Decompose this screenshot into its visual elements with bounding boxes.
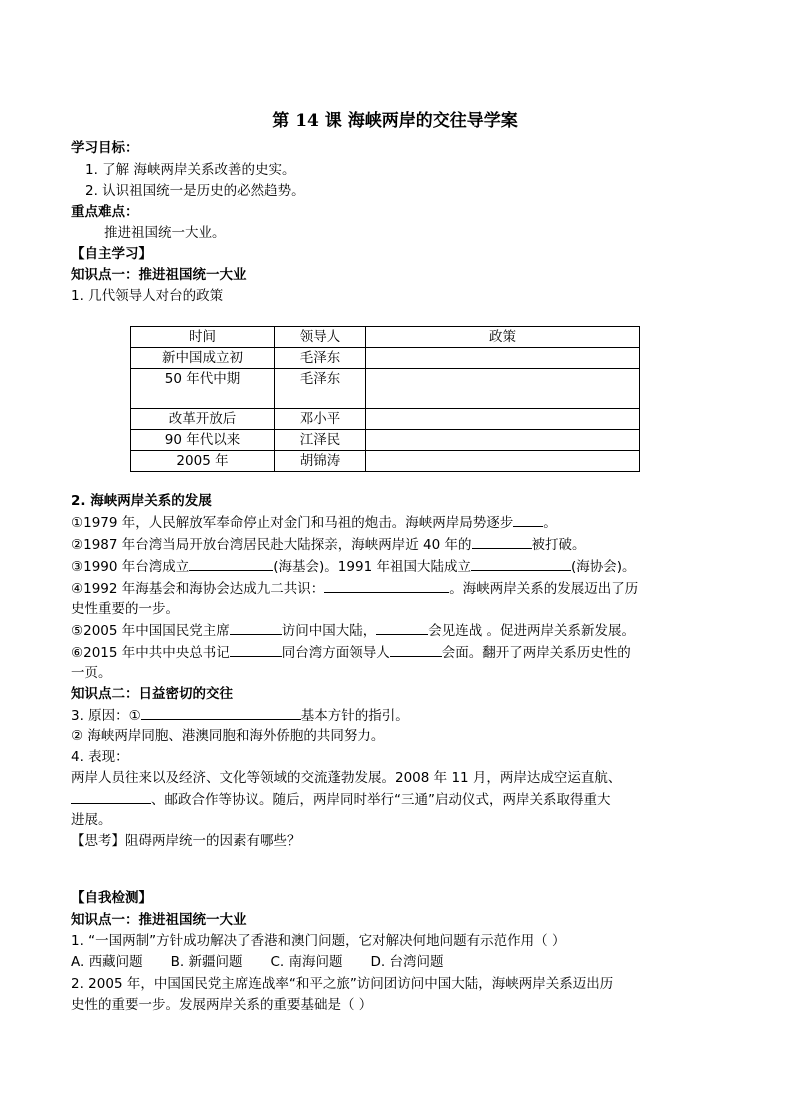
policy-question: 1. 几代领导人对台的政策: [71, 288, 224, 304]
goals-heading: 学习目标：: [71, 140, 139, 156]
dev-text: 。: [543, 515, 557, 531]
dev-text: 会见连战 。促进两岸关系新发展。: [428, 623, 636, 639]
think-question: 【思考】阻碍两岸统一的因素有哪些？: [71, 833, 301, 849]
cell-leader: 毛泽东: [275, 348, 366, 369]
dev-text: 会面。翻开了两岸关系历史性的: [441, 645, 631, 661]
development-line-5: 史性重要的一步。: [71, 601, 179, 617]
dev-text: ①1979 年，人民解放军奉命停止对金门和马祖的炮击。海峡两岸局势逐步: [71, 515, 514, 531]
performance-line-3: 进展。: [71, 812, 112, 828]
option-a[interactable]: A. 西藏问题: [71, 954, 143, 970]
header-time: 时间: [131, 327, 275, 348]
reason-text: 基本方针的指引。: [300, 708, 409, 724]
option-b[interactable]: B. 新疆问题: [170, 954, 243, 970]
fill-blank[interactable]: [141, 705, 301, 720]
development-line-1: [71, 512, 557, 533]
performance-heading: 4. 表现：: [71, 749, 129, 765]
cell-leader: 毛泽东: [275, 369, 366, 409]
key-heading: 重点难点：: [71, 204, 139, 220]
reason-line-1: [71, 705, 409, 726]
dev-text: ④1992 年海基会和海协会达成九二共识：: [71, 581, 325, 597]
self-study-heading: 【自主学习】: [71, 246, 152, 262]
development-line-2: [71, 534, 586, 555]
self-test-heading: 【自我检测】: [71, 890, 152, 906]
fill-blank[interactable]: [376, 620, 428, 635]
cell-time: 新中国成立初: [131, 348, 275, 369]
cell-policy[interactable]: [366, 369, 640, 409]
fill-blank[interactable]: [71, 789, 151, 804]
knowledge-point-2-title: 知识点二：日益密切的交往: [71, 686, 233, 702]
fill-blank[interactable]: [472, 534, 532, 549]
cell-time: 50 年代中期: [131, 369, 275, 409]
dev-text: (海基会)。1991 年祖国大陆成立: [273, 559, 471, 575]
cell-policy[interactable]: [366, 430, 640, 451]
option-d[interactable]: D. 台湾问题: [370, 954, 444, 970]
option-c[interactable]: C. 南海问题: [270, 954, 343, 970]
performance-line-2: [71, 789, 611, 810]
cell-time: 2005 年: [131, 451, 275, 472]
question-1: 1. “一国两制”方针成功解决了香港和澳门问题，它对解决何地问题有示范作用（ ）: [71, 933, 566, 949]
dev-text: 同台湾方面领导人: [281, 645, 390, 661]
cell-time: 90 年代以来: [131, 430, 275, 451]
cell-policy[interactable]: [366, 409, 640, 430]
table-header-row: [131, 327, 640, 348]
header-policy: 政策: [366, 327, 640, 348]
development-line-3: [71, 556, 636, 577]
table-row: [131, 348, 640, 369]
dev-text: ②1987 年台湾当局开放台湾居民赴大陆探亲，海峡两岸近 40 年的: [71, 537, 472, 553]
development-line-8: 一页。: [71, 665, 112, 681]
policy-table: [130, 326, 640, 472]
fill-blank[interactable]: [513, 512, 543, 527]
dev-text: 。海峡两岸关系的发展迈出了历: [449, 581, 639, 597]
fill-blank[interactable]: [189, 556, 273, 571]
fill-blank[interactable]: [324, 578, 449, 593]
cell-policy[interactable]: [366, 348, 640, 369]
dev-text: 访问中国大陆，: [281, 623, 377, 639]
header-leader: 领导人: [275, 327, 366, 348]
development-line-4: [71, 578, 638, 599]
goal-item-1: 1. 了解 海峡两岸关系改善的史实。: [85, 162, 296, 178]
reason-text: 3. 原因：①: [71, 708, 141, 724]
cell-leader: 江泽民: [275, 430, 366, 451]
cell-leader: 胡锦涛: [275, 451, 366, 472]
dev-text: (海协会)。: [570, 559, 636, 575]
fill-blank[interactable]: [390, 642, 442, 657]
table-row: [131, 430, 640, 451]
perf-text: 、邮政合作等协议。随后，两岸同时举行“三通”启动仪式，两岸关系取得重大: [151, 792, 611, 808]
dev-text: 被打破。: [531, 537, 586, 553]
table-row: [131, 451, 640, 472]
dev-text: ③1990 年台湾成立: [71, 559, 190, 575]
knowledge-point-1-title: 知识点一：推进祖国统一大业: [71, 267, 247, 283]
development-heading: 2. 海峡两岸关系的发展: [71, 493, 212, 509]
question-2-line-1: 2. 2005 年，中国国民党主席连战率“和平之旅”访问团访问中国大陆，海峡两岸关系迈出历: [71, 976, 614, 992]
cell-time: 改革开放后: [131, 409, 275, 430]
self-test-knowledge-point-1: 知识点一：推进祖国统一大业: [71, 912, 247, 928]
question-2-line-2: 史性的重要一步。发展两岸关系的重要基础是（ ）: [71, 997, 373, 1013]
table-row: [131, 409, 640, 430]
dev-text: ⑤2005 年中国国民党主席: [71, 623, 230, 639]
fill-blank[interactable]: [230, 620, 282, 635]
fill-blank[interactable]: [471, 556, 571, 571]
performance-line-1: 两岸人员往来以及经济、文化等领域的交流蓬勃发展。2008 年 11 月，两岸达成空运直航、: [71, 770, 622, 786]
development-line-7: [71, 642, 631, 663]
table-row: [131, 369, 640, 409]
cell-leader: 邓小平: [275, 409, 366, 430]
page-title: 第 14 课 海峡两岸的交往导学案: [272, 111, 518, 131]
cell-policy[interactable]: [366, 451, 640, 472]
question-1-options: [71, 952, 443, 972]
key-text: 推进祖国统一大业。: [104, 225, 226, 241]
reason-line-2: ② 海峡两岸同胞、港澳同胞和海外侨胞的共同努力。: [71, 728, 385, 744]
development-line-6: [71, 620, 635, 641]
goal-item-2: 2. 认识祖国统一是历史的必然趋势。: [85, 183, 305, 199]
dev-text: ⑥2015 年中共中央总书记: [71, 645, 230, 661]
fill-blank[interactable]: [230, 642, 282, 657]
